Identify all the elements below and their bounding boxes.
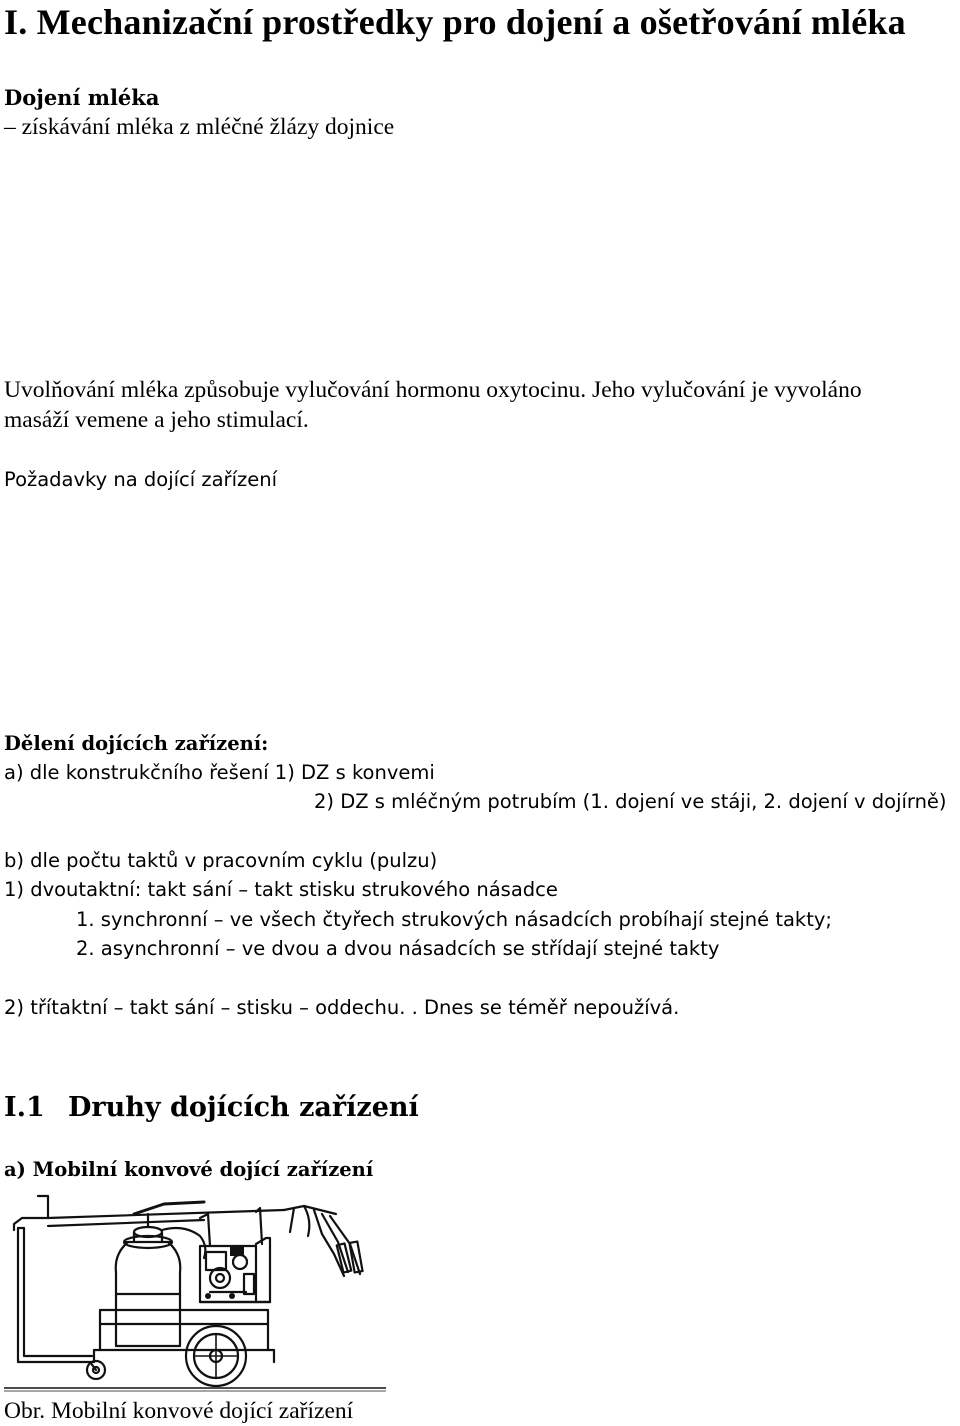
two-stroke-line: 1) dvoutaktní: takt sání – takt stisku strukového násadce xyxy=(4,878,558,901)
asynchronous-line: 2. asynchronní – ve dvou a dvou násadcích se střídají stejné takty xyxy=(76,937,720,960)
requirements-heading: Požadavky na dojící zařízení xyxy=(4,468,277,491)
mobile-milking-machine-illustration xyxy=(4,1184,386,1396)
synchronous-line: 1. synchronní – ve všech čtyřech strukových násadcích probíhají stejné takty; xyxy=(76,908,832,931)
release-text-line-2: masáží vemene a jeho stimulací. xyxy=(4,407,309,433)
section-title-text: Druhy dojících zařízení xyxy=(68,1092,419,1123)
document-title: I. Mechanizační prostředky pro dojení a ošetřování mléka xyxy=(4,2,906,42)
figure-caption: Obr. Mobilní konvové dojící zařízení xyxy=(4,1398,354,1424)
division-a-line-1: a) dle konstrukčního řešení 1) DZ s konvemi xyxy=(4,761,435,784)
section-heading xyxy=(4,1088,419,1128)
milking-definition: – získávání mléka z mléčné žlázy dojnice xyxy=(4,114,395,140)
release-text-line-1: Uvolňování mléka způsobuje vylučování hormonu oxytocinu. Jeho vylučování je vyvoláno xyxy=(4,377,862,403)
milking-machine-drawing xyxy=(4,1184,386,1396)
division-a-line-2: 2) DZ s mléčným potrubím (1. dojení ve stáji, 2. dojení v dojírně) xyxy=(314,790,947,813)
three-stroke-line: 2) třítaktní – takt sání – stisku – oddechu. . Dnes se téměř nepoužívá. xyxy=(4,996,680,1019)
milking-heading: Dojení mléka xyxy=(4,85,160,110)
subsection-heading: a) Mobilní konvové dojící zařízení xyxy=(4,1158,374,1181)
division-b-line: b) dle počtu taktů v pracovním cyklu (pulzu) xyxy=(4,849,438,872)
division-heading: Dělení dojících zařízení: xyxy=(4,732,269,755)
section-number: I.1 xyxy=(4,1092,45,1123)
